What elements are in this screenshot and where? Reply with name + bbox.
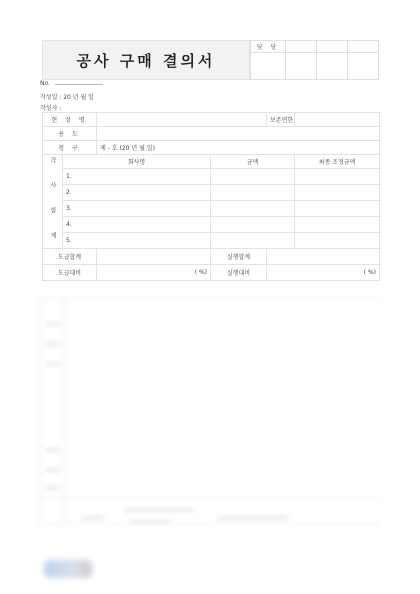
blurred-text	[46, 448, 60, 452]
contract-ratio-label: 도급대비	[43, 265, 97, 281]
amount-cell[interactable]	[211, 233, 295, 249]
table-row	[43, 201, 380, 217]
blurred-text	[46, 322, 60, 326]
approval-divider	[285, 52, 378, 53]
vendor-header: 회사명	[63, 155, 211, 169]
final-amount-cell[interactable]	[295, 185, 380, 201]
execution-ratio-value[interactable]: ( %)	[267, 265, 380, 281]
retention-label: 보존연한	[267, 113, 295, 127]
author-line: 작성자 :	[40, 105, 62, 112]
blurred-line	[40, 498, 381, 499]
usage-label: 용 도	[43, 127, 97, 141]
purchase-table	[42, 112, 380, 281]
blurred-line	[40, 523, 381, 524]
amount-cell[interactable]	[211, 217, 295, 233]
site-input[interactable]	[97, 113, 267, 127]
no-label: No.	[40, 80, 50, 87]
amount-header: 금액	[211, 155, 295, 169]
usage-input[interactable]	[97, 127, 380, 141]
row-number[interactable]: 2.	[63, 185, 211, 201]
blurred-text	[46, 362, 60, 366]
site-label: 현 장 명	[43, 113, 97, 127]
approval-column	[347, 41, 348, 79]
table-row	[43, 233, 380, 249]
final-amount-cell[interactable]	[295, 201, 380, 217]
amount-cell[interactable]	[211, 201, 295, 217]
execution-total-label: 실행합계	[211, 249, 267, 265]
final-amount-cell[interactable]	[295, 217, 380, 233]
blurred-text	[46, 468, 60, 472]
approval-column	[316, 41, 317, 79]
side-label: 각 사 합 계	[49, 157, 56, 244]
no-underline	[55, 84, 103, 85]
execution-ratio-label: 실행대비	[211, 265, 267, 281]
final-amount-cell[interactable]	[295, 233, 380, 249]
table-row	[43, 185, 380, 201]
final-amount-cell[interactable]	[295, 169, 380, 185]
final-amount-header: 최종 조정금액	[295, 155, 380, 169]
row-number[interactable]: 5.	[63, 233, 211, 249]
row-number[interactable]: 1.	[63, 169, 211, 185]
approval-header: 담 당	[251, 41, 286, 53]
amount-cell[interactable]	[211, 185, 295, 201]
approval-box	[250, 40, 379, 80]
row-number[interactable]: 3.	[63, 201, 211, 217]
blurred-text	[124, 508, 194, 512]
no-line	[40, 80, 103, 87]
date-line: 작성일 : 20 년 월 일	[40, 94, 94, 101]
blurred-text	[46, 342, 60, 346]
row-number[interactable]: 4.	[63, 217, 211, 233]
blurred-line	[40, 298, 41, 523]
blurred-stamp	[44, 560, 92, 578]
approval-column	[285, 41, 286, 79]
claim-value[interactable]: 제 - 호 (20 년 월 일)	[97, 141, 380, 155]
table-row	[43, 169, 380, 185]
document-title: 공사 구매 결의서	[76, 51, 216, 70]
blurred-text	[218, 516, 288, 520]
retention-input[interactable]	[295, 113, 380, 127]
claim-label: 청 구	[43, 141, 97, 155]
contract-total-label: 도급합계	[43, 249, 97, 265]
blurred-line	[40, 298, 381, 299]
side-label-cell	[43, 155, 63, 249]
contract-total-input[interactable]	[97, 249, 211, 265]
blurred-text	[82, 516, 104, 520]
blurred-section	[38, 298, 383, 548]
blurred-text	[46, 486, 60, 490]
table-row	[43, 217, 380, 233]
title-box	[42, 40, 250, 80]
blurred-text	[130, 520, 170, 524]
contract-ratio-value[interactable]: ( %)	[97, 265, 211, 281]
amount-cell[interactable]	[211, 169, 295, 185]
blurred-line	[64, 298, 65, 523]
execution-total-input[interactable]	[267, 249, 380, 265]
